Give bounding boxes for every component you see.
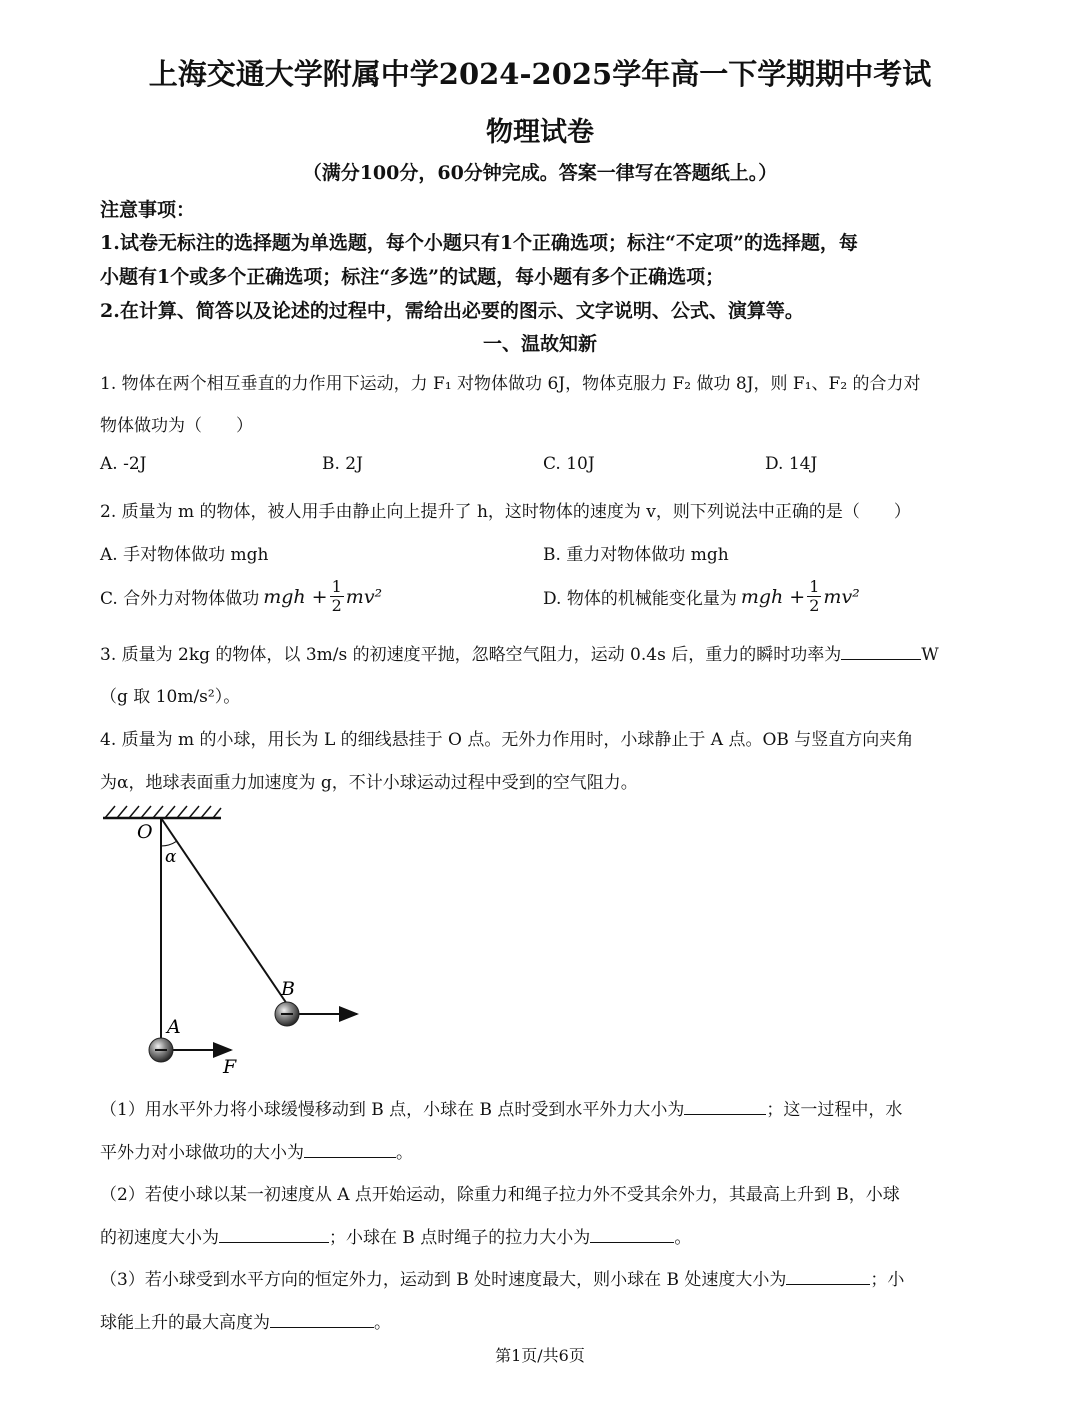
- q1-option-c: C. 10J: [543, 454, 595, 474]
- string-ob: [161, 818, 287, 1004]
- q1-stem-line-2: 物体做功为（ ）: [100, 416, 253, 436]
- q2-option-d: [543, 578, 860, 615]
- q1-option-d: D. 14J: [765, 454, 818, 474]
- q4-part1-text-c: 平外力对小球做功的大小为: [100, 1143, 304, 1163]
- label-b: B: [281, 978, 295, 1000]
- angle-alpha-arc: [161, 841, 177, 846]
- q2-option-d-fraction: [807, 578, 821, 615]
- q4-part1-blank-2[interactable]: [304, 1139, 396, 1158]
- q4-part3-line-2: [100, 1308, 391, 1333]
- q4-part3-text-a: （3）若小球受到水平方向的恒定外力，运动到 B 处时速度最大，则小球在 B 处速度大小为: [100, 1270, 787, 1290]
- q4-part2-blank-1[interactable]: [219, 1224, 329, 1243]
- q4-part2-text-d: 。: [674, 1228, 692, 1248]
- ceiling-support: [103, 806, 221, 818]
- q4-part3-blank-1[interactable]: [786, 1266, 870, 1285]
- page-number: 第1页/共6页: [495, 1346, 585, 1365]
- q4-part1-text-b: ；这一过程中，水: [766, 1100, 903, 1120]
- notes-line-3: 2.在计算、简答以及论述的过程中，需给出必要的图示、文字说明、公式、演算等。: [100, 300, 804, 322]
- q2-option-c-expr-right: mv²: [345, 585, 383, 608]
- q1-stem-line-1: 1. 物体在两个相互垂直的力作用下运动，力 F₁ 对物体做功 6J，物体克服力 F₂ 做功 8J，则 F₁、F₂ 的合力对: [100, 374, 921, 394]
- notes-heading: 注意事项：: [100, 199, 196, 221]
- q1-option-a: A. -2J: [100, 454, 147, 474]
- q3-line-2: （g 取 10m/s²）。: [100, 687, 241, 707]
- q2-option-d-expr-right: mv²: [823, 585, 860, 608]
- label-alpha: α: [165, 847, 177, 867]
- notes-line-2: 小题有1个或多个正确选项；标注“多选”的试题，每小题有多个正确选项；: [100, 266, 725, 288]
- q2-option-d-frac-den: 2: [809, 596, 820, 615]
- q4-part2-text-b: 的初速度大小为: [100, 1228, 219, 1248]
- q4-part2-line-2: [100, 1223, 691, 1248]
- q2-option-b: B. 重力对物体做功 mgh: [543, 545, 729, 565]
- label-f: F: [223, 1056, 237, 1078]
- q4-part1-text-d: 。: [396, 1143, 413, 1163]
- q4-part3-line-1: [100, 1265, 904, 1290]
- q1-option-b: B. 2J: [322, 454, 363, 474]
- q4-part3-text-d: 。: [374, 1313, 391, 1333]
- q2-option-c-expr-left: mgh +: [263, 585, 328, 608]
- q2-option-c-frac-num: 1: [331, 577, 342, 596]
- q3-line-1: [100, 640, 939, 665]
- q3-stem: 3. 质量为 2kg 的物体，以 3m/s 的初速度平抛，忽略空气阻力，运动 0.4s 后，重力的瞬时功率为: [100, 645, 842, 665]
- label-o: O: [137, 821, 153, 843]
- subject-title: 物理试卷: [486, 117, 594, 148]
- q2-stem: 2. 质量为 m 的物体，被人用手由静止向上提升了 h，这时物体的速度为 v，则下列说法中正确的是（ ）: [100, 502, 911, 522]
- q2-option-c-fraction: [330, 578, 344, 615]
- label-a: A: [167, 1016, 181, 1038]
- q2-option-c: [100, 578, 382, 615]
- section-title: 一、温故知新: [482, 333, 597, 355]
- exam-instruction: （满分100分，60分钟完成。答案一律写在答题纸上。）: [302, 162, 778, 184]
- q4-part1-line-1: [100, 1095, 902, 1120]
- q4-part2-line-1: （2）若使小球以某一初速度从 A 点开始运动，除重力和绳子拉力外不受其余外力，其最高上升到 B，小球: [100, 1185, 900, 1205]
- q3-answer-blank[interactable]: [841, 641, 921, 660]
- q2-option-d-frac-num: 1: [809, 577, 820, 596]
- q4-stem-line-1: 4. 质量为 m 的小球，用长为 L 的细线悬挂于 O 点。无外力作用时，小球静止于 A 点。OB 与竖直方向夹角: [100, 730, 914, 750]
- q2-option-d-expr-left: mgh +: [740, 585, 806, 608]
- q4-part3-text-c: 球能上升的最大高度为: [100, 1313, 270, 1333]
- q4-part1-line-2: [100, 1138, 413, 1163]
- q4-part3-text-b: ；小: [870, 1270, 905, 1290]
- q4-part2-blank-2[interactable]: [590, 1224, 674, 1243]
- pendulum-diagram: [95, 800, 395, 1085]
- q2-option-a: A. 手对物体做功 mgh: [100, 545, 269, 565]
- q4-stem-line-2: 为α，地球表面重力加速度为 g，不计小球运动过程中受到的空气阻力。: [100, 773, 638, 793]
- exam-title: 上海交通大学附属中学2024-2025学年高一下学期期中考试: [148, 57, 932, 91]
- q2-option-c-text: C. 合外力对物体做功: [100, 589, 260, 609]
- notes-line-1: 1.试卷无标注的选择题为单选题，每个小题只有1个正确选项；标注“不定项”的选择题，每: [100, 232, 858, 254]
- q4-part3-blank-2[interactable]: [270, 1309, 374, 1328]
- q4-part1-text-a: （1）用水平外力将小球缓慢移动到 B 点，小球在 B 点时受到水平外力大小为: [100, 1100, 685, 1120]
- q4-part2-text-c: ；小球在 B 点时绳子的拉力大小为: [329, 1228, 591, 1248]
- q2-option-d-text: D. 物体的机械能变化量为: [543, 589, 737, 609]
- q4-part1-blank-1[interactable]: [684, 1096, 766, 1115]
- q3-unit: W: [921, 645, 939, 665]
- q2-option-c-frac-den: 2: [331, 596, 342, 615]
